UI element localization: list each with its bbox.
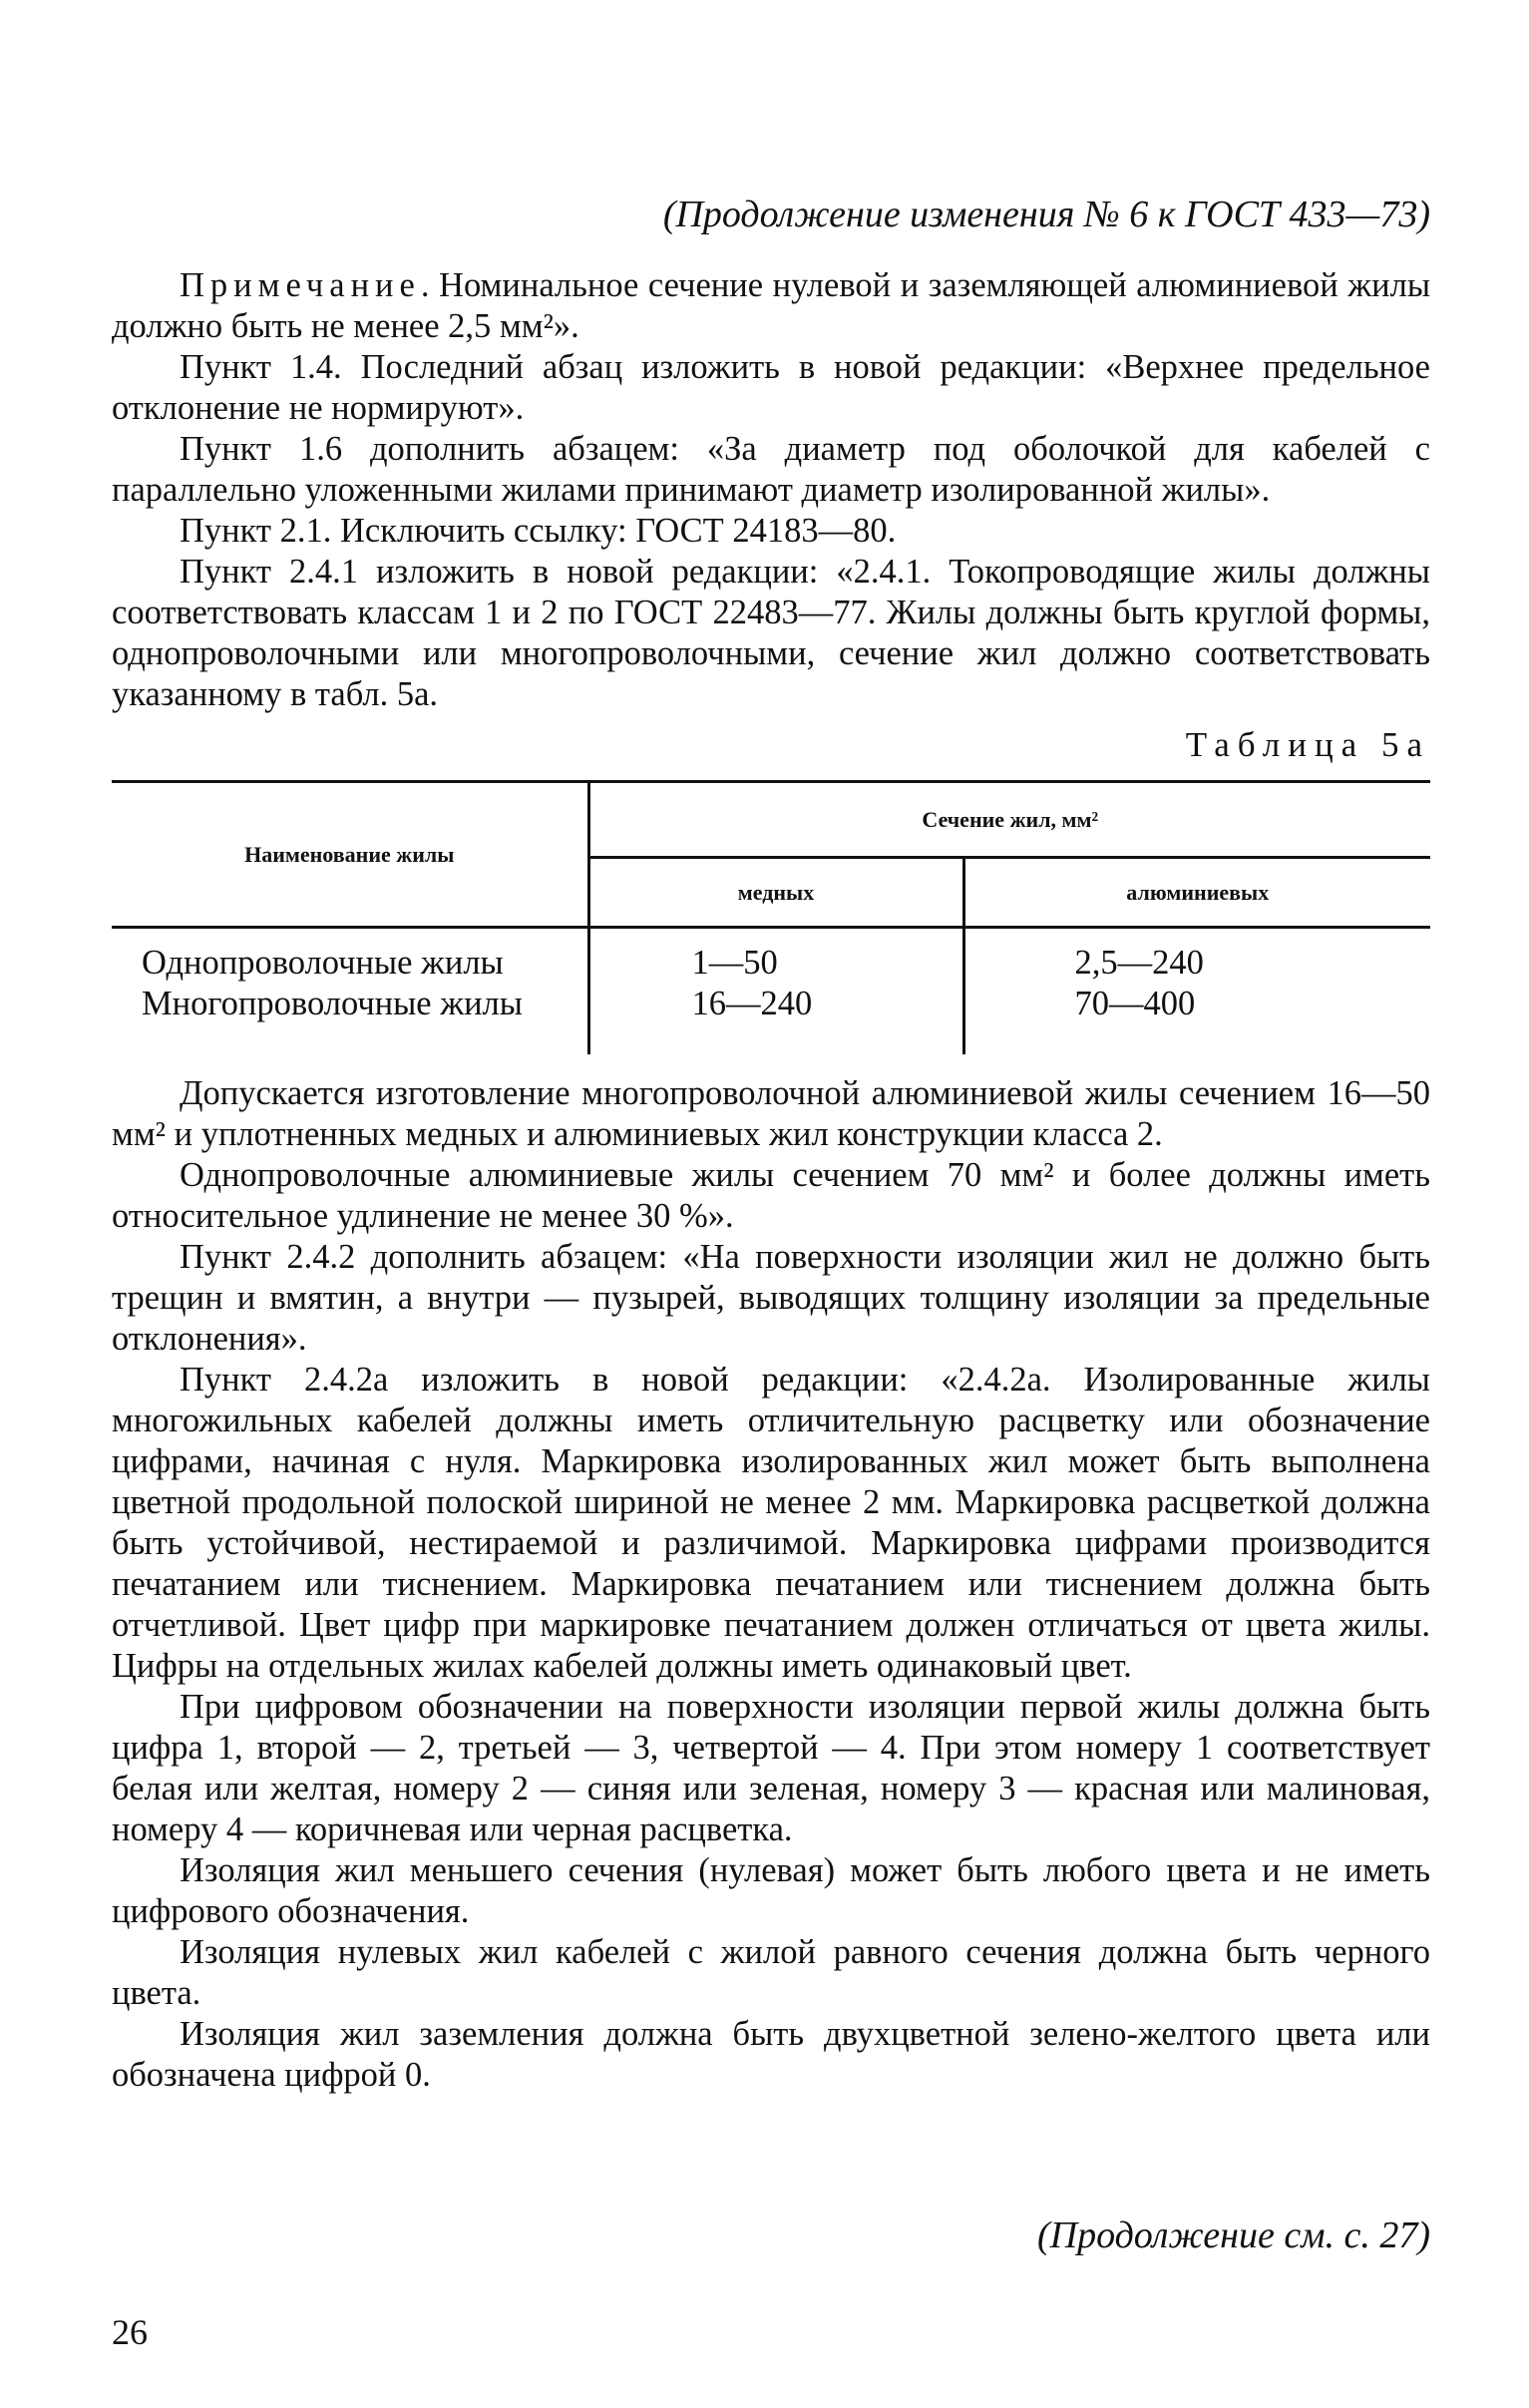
column-header-name: Наименование жилы: [112, 782, 588, 928]
paragraph-neutral-insulation: Изоляция жил меньшего сечения (нулевая) может быть любого цвета и не иметь цифрового обозначения.: [112, 1851, 1430, 1930]
table-row: [112, 928, 1430, 985]
column-header-copper: медных: [588, 858, 963, 928]
page-number: 26: [112, 2312, 148, 2352]
note-text: . Номинальное сечение нулевой и заземляющей алюминиевой жилы должно быть не менее 2,5 мм²».: [112, 266, 1430, 345]
paragraph-elongation: Однопроволочные алюминиевые жилы сечением 70 мм² и более должны иметь относительное удлинение не менее 30 %».: [112, 1156, 1430, 1235]
cell-aluminum: 2,5—240: [963, 928, 1430, 985]
paragraph-1-6: Пункт 1.6 дополнить абзацем: «За диаметр под оболочкой для кабелей с параллельно уложенными жилами принимают диаметр изолированной жилы».: [112, 430, 1430, 509]
paragraph-neutral-black: Изоляция нулевых жил кабелей с жилой равного сечения должна быть черного цвета.: [112, 1933, 1430, 2012]
cell-aluminum: 70—400: [963, 984, 1430, 1054]
paragraph-2-1: Пункт 2.1. Исключить ссылку: ГОСТ 24183—80.: [180, 512, 897, 550]
column-header-section: Сечение жил, мм²: [588, 782, 1430, 858]
cell-name: Однопроволочные жилы: [142, 944, 504, 982]
paragraph-grounding: Изоляция жил заземления должна быть двухцветной зелено-желтого цвета или обозначена цифрой 0.: [112, 2015, 1430, 2094]
cell-name: Многопроволочные жилы: [142, 985, 523, 1022]
paragraph-1-4: Пункт 1.4. Последний абзац изложить в новой редакции: «Верхнее предельное отклонение не нормируют».: [112, 348, 1430, 427]
table-row: [112, 984, 1430, 1054]
note-label: Примечание: [180, 266, 421, 304]
paragraph-digit-marking: При цифровом обозначении на поверхности изоляции первой жилы должна быть цифра 1, второй — 2, третьей — 3, четвертой — 4. При этом номеру 1 соответствует белая или желтая, номеру 2 — синяя или зеленая, номеру 3 — красная или малиновая, номеру 4 — коричневая или черная расцветка.: [112, 1688, 1430, 1848]
paragraph-2-4-1: Пункт 2.4.1 изложить в новой редакции: «2.4.1. Токопроводящие жилы должны соответствовать классам 1 и 2 по ГОСТ 22483—77. Жилы должны быть круглой формы, однопроволочными или многопроволочными, сечение жил должно соответствовать указанному в табл. 5а.: [112, 553, 1430, 713]
continuation-note: (Продолжение см. с. 27): [1036, 2214, 1430, 2256]
note-paragraph: [112, 265, 1430, 347]
running-header: (Продолжение изменения № 6 к ГОСТ 433—73): [662, 194, 1430, 235]
paragraph-2-4-2a: Пункт 2.4.2а изложить в новой редакции: «2.4.2а. Изолированные жилы многожильных кабелей должны иметь отличительную расцветку или обозначение цифрами, начиная с нуля. Маркировка изолированных жил может быть выполнена цветной продольной полоской шириной не менее 2 мм. Маркировка расцветкой должна быть устойчивой, нестираемой и различимой. Маркировка цифрами производится печатанием или тиснением. Маркировка печатанием или тиснением должна быть отчетливой. Цвет цифр при маркировке печатанием должен отличаться от цвета жилы. Цифры на отдельных жилах кабелей должны иметь одинаковый цвет.: [112, 1361, 1430, 1685]
paragraph-allowed: Допускается изготовление многопроволочной алюминиевой жилы сечением 16—50 мм² и уплотненных медных и алюминиевых жил конструкции класса 2.: [112, 1074, 1430, 1153]
text-block-bottom: [112, 1073, 1430, 2096]
table-5a: [112, 780, 1430, 1054]
paragraph-2-4-2: Пункт 2.4.2 дополнить абзацем: «На поверхности изоляции жил не должно быть трещин и вмятин, а внутри — пузырей, выводящих толщину изоляции за предельные отклонения».: [112, 1238, 1430, 1358]
column-header-aluminum: алюминиевых: [963, 858, 1430, 928]
cell-copper: 16—240: [588, 984, 963, 1054]
text-block-top: [112, 265, 1430, 715]
table-caption: Таблица 5а: [1185, 725, 1430, 764]
cell-copper: 1—50: [588, 928, 963, 985]
